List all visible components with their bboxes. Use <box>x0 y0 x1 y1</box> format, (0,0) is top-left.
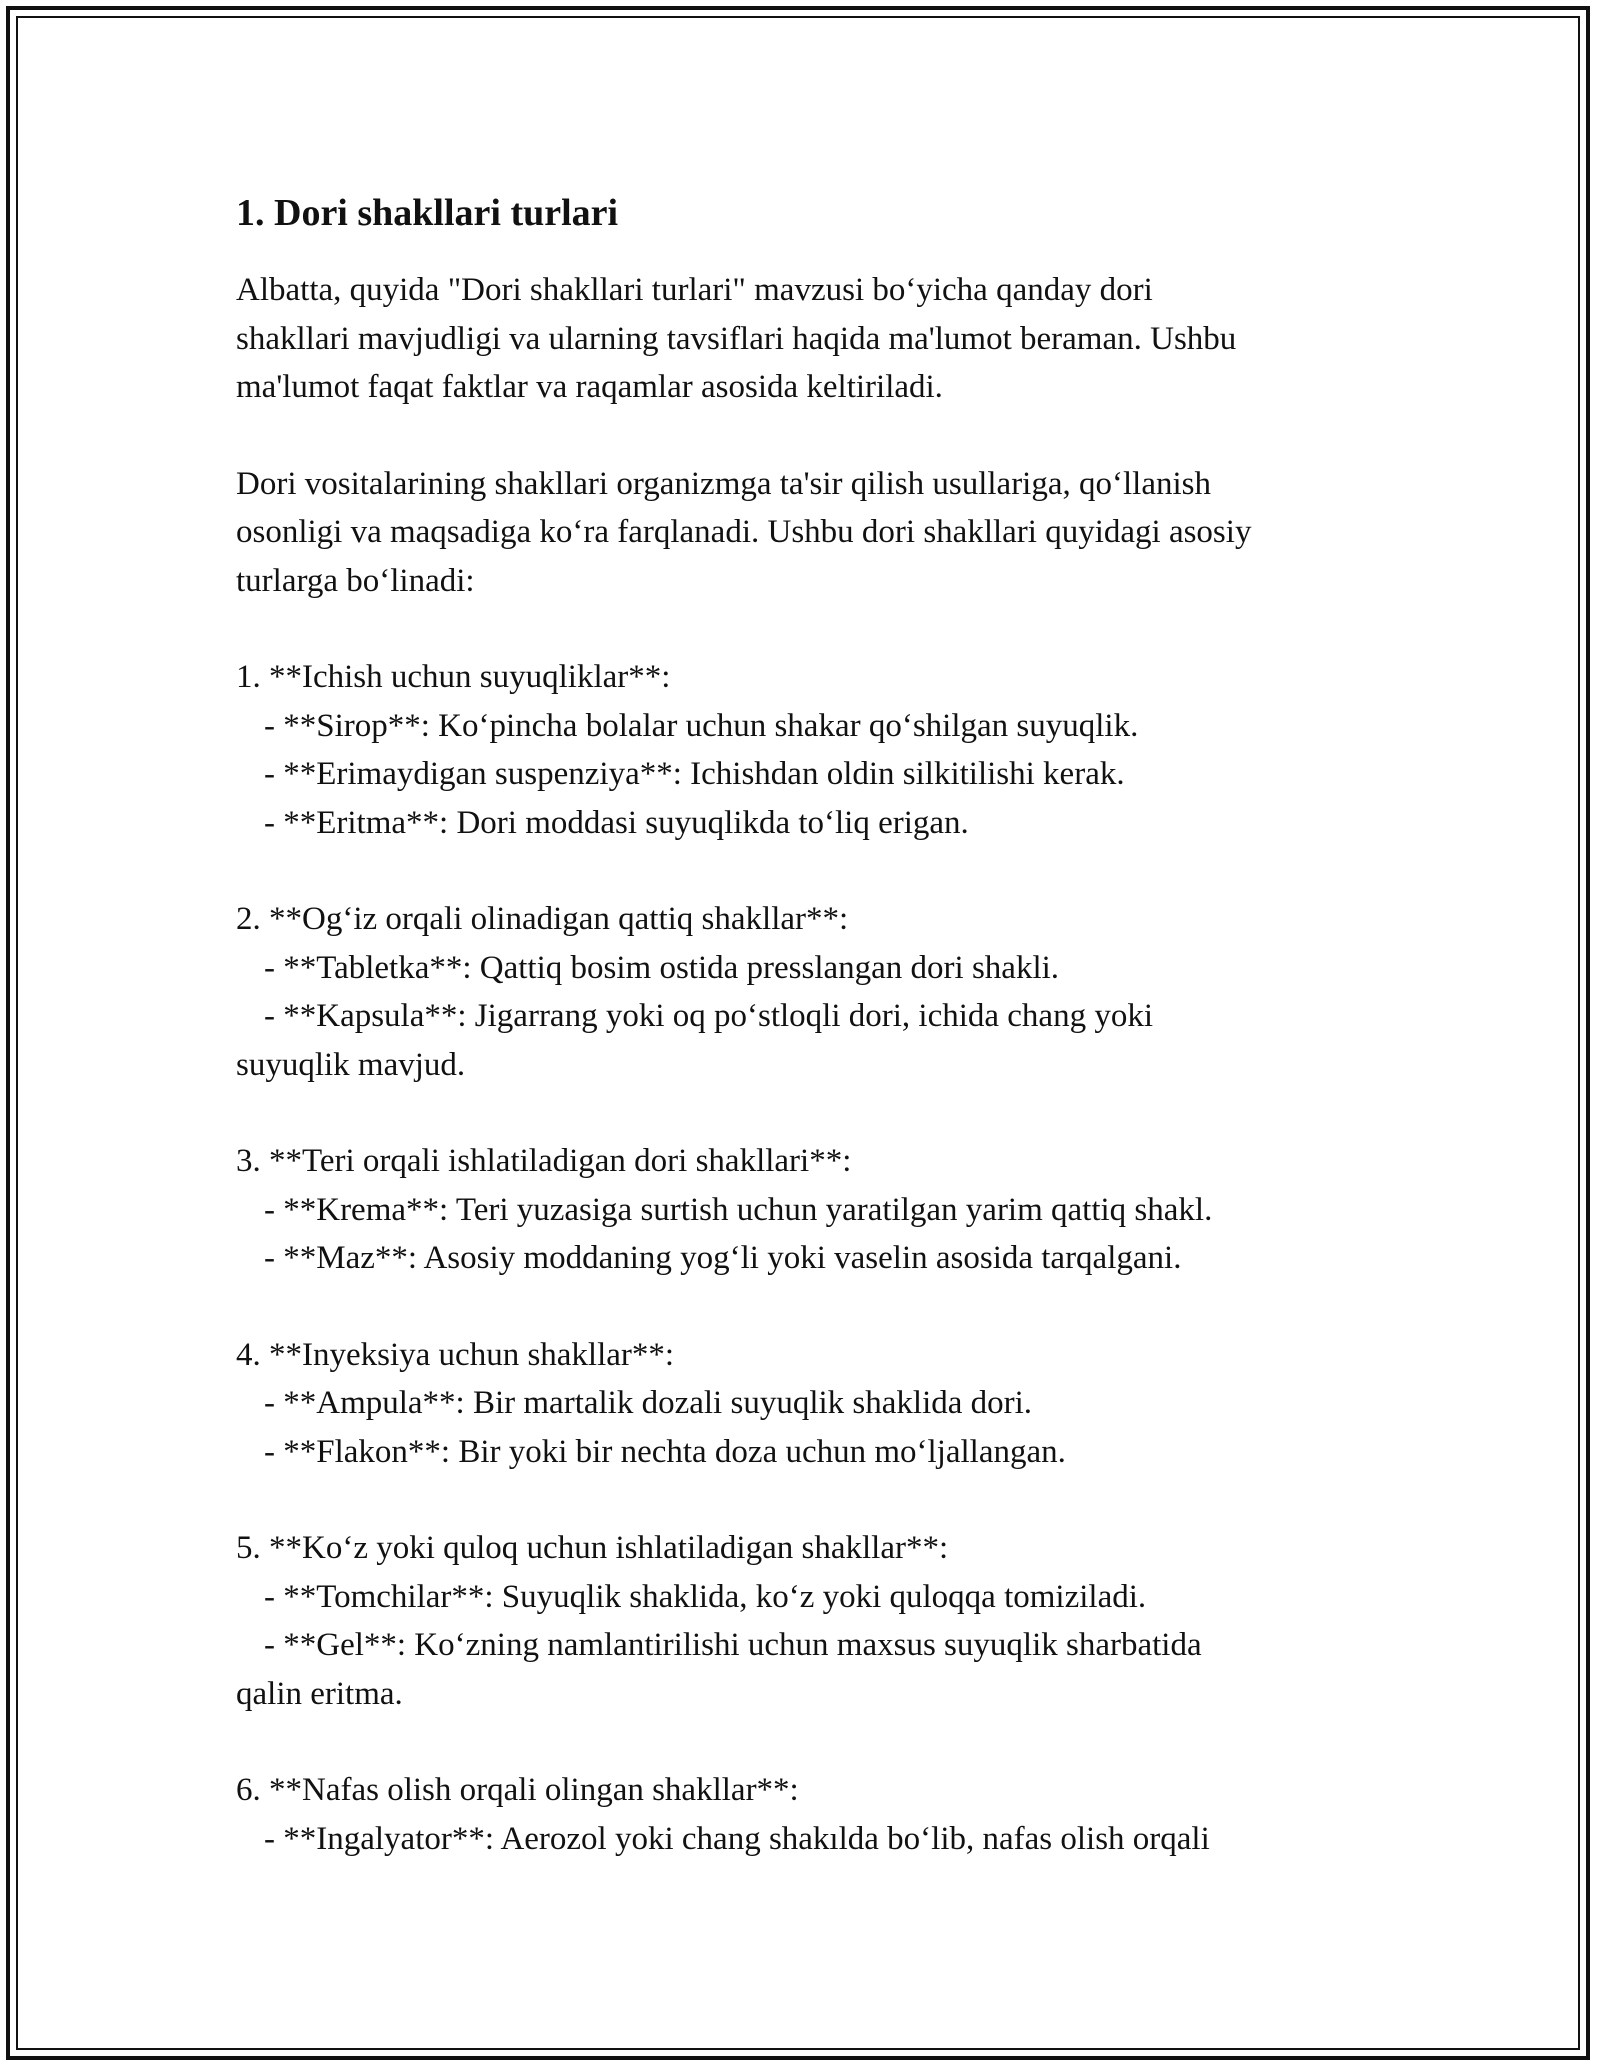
intro-line: shakllari mavjudligi va ularning tavsiflari haqida ma'lumot beraman. Ushbu <box>236 320 1237 357</box>
section-eye-ear <box>236 1524 1386 1718</box>
list-item-continuation: qalin eritma. <box>236 1675 403 1712</box>
list-item: - **Eritma**: Dori moddasi suyuqlikda to‘liq erigan. <box>264 804 969 841</box>
list-item: - **Maz**: Asosiy moddaning yog‘li yoki vaselin asosida tarqalgani. <box>264 1240 1182 1276</box>
list-item: - **Tomchilar**: Suyuqlik shaklida, ko‘z yoki quloqqa tomiziladi. <box>264 1578 1147 1615</box>
intro-paragraph <box>236 266 1386 412</box>
list-item: - **Ingalyator**: Aerozol yoki chang shakılda bo‘lib, nafas olish orqali <box>264 1820 1210 1857</box>
intro-line: Albatta, quyida "Dori shakllari turlari" mavzusi bo‘yicha qanday dori <box>236 272 1153 308</box>
list-item: - **Erimaydigan suspenziya**: Ichishdan oldin silkitilishi kerak. <box>264 756 1125 792</box>
section-heading: 1. **Ichish uchun suyuqliklar**: <box>236 659 671 695</box>
list-item: - **Tabletka**: Qattiq bosim ostida presslangan dori shakli. <box>264 949 1060 986</box>
second-paragraph <box>236 460 1386 606</box>
section-injection <box>236 1331 1386 1477</box>
section-topical <box>236 1137 1386 1283</box>
document-body <box>236 188 1386 1911</box>
list-item: - **Krema**: Teri yuzasiga surtish uchun yaratilgan yarim qattiq shakl. <box>264 1191 1213 1228</box>
paragraph-line: osonligi va maqsadiga ko‘ra farqlanadi. Ushbu dori shakllari quyidagi asosiy <box>236 514 1252 550</box>
paragraph-line: Dori vositalarining shakllari organizmga ta'sir qilish usullariga, qo‘llanish <box>236 465 1211 502</box>
section-heading: 5. **Ko‘z yoki quloq uchun ishlatiladigan shakllar**: <box>236 1530 949 1566</box>
section-heading: 6. **Nafas olish orqali olingan shakllar**: <box>236 1772 799 1808</box>
section-liquids <box>236 653 1386 847</box>
section-inhalation <box>236 1766 1386 1863</box>
intro-line: ma'lumot faqat faktlar va raqamlar asosida keltiriladi. <box>236 369 943 405</box>
list-item: - **Kapsula**: Jigarrang yoki oq po‘stloqli dori, ichida chang yoki <box>264 998 1154 1034</box>
list-item: - **Sirop**: Ko‘pincha bolalar uchun shakar qo‘shilgan suyuqlik. <box>264 707 1139 744</box>
list-item-continuation: suyuqlik mavjud. <box>236 1046 466 1083</box>
list-item: - **Flakon**: Bir yoki bir nechta doza uchun mo‘ljallangan. <box>264 1433 1066 1470</box>
section-heading: 2. **Og‘iz orqali olinadigan qattiq shakllar**: <box>236 901 849 937</box>
list-item: - **Gel**: Ko‘zning namlantirilishi uchun maxsus suyuqlik sharbatida <box>264 1627 1202 1663</box>
paragraph-line: turlarga bo‘linadi: <box>236 562 475 599</box>
section-heading: 3. **Teri orqali ishlatiladigan dori shakllari**: <box>236 1143 852 1179</box>
list-item: - **Ampula**: Bir martalik dozali suyuqlik shaklida dori. <box>264 1385 1033 1421</box>
section-oral-solids <box>236 895 1386 1089</box>
section-heading: 4. **Inyeksiya uchun shakllar**: <box>236 1336 675 1373</box>
page-title: 1. Dori shakllari turlari <box>236 192 619 234</box>
